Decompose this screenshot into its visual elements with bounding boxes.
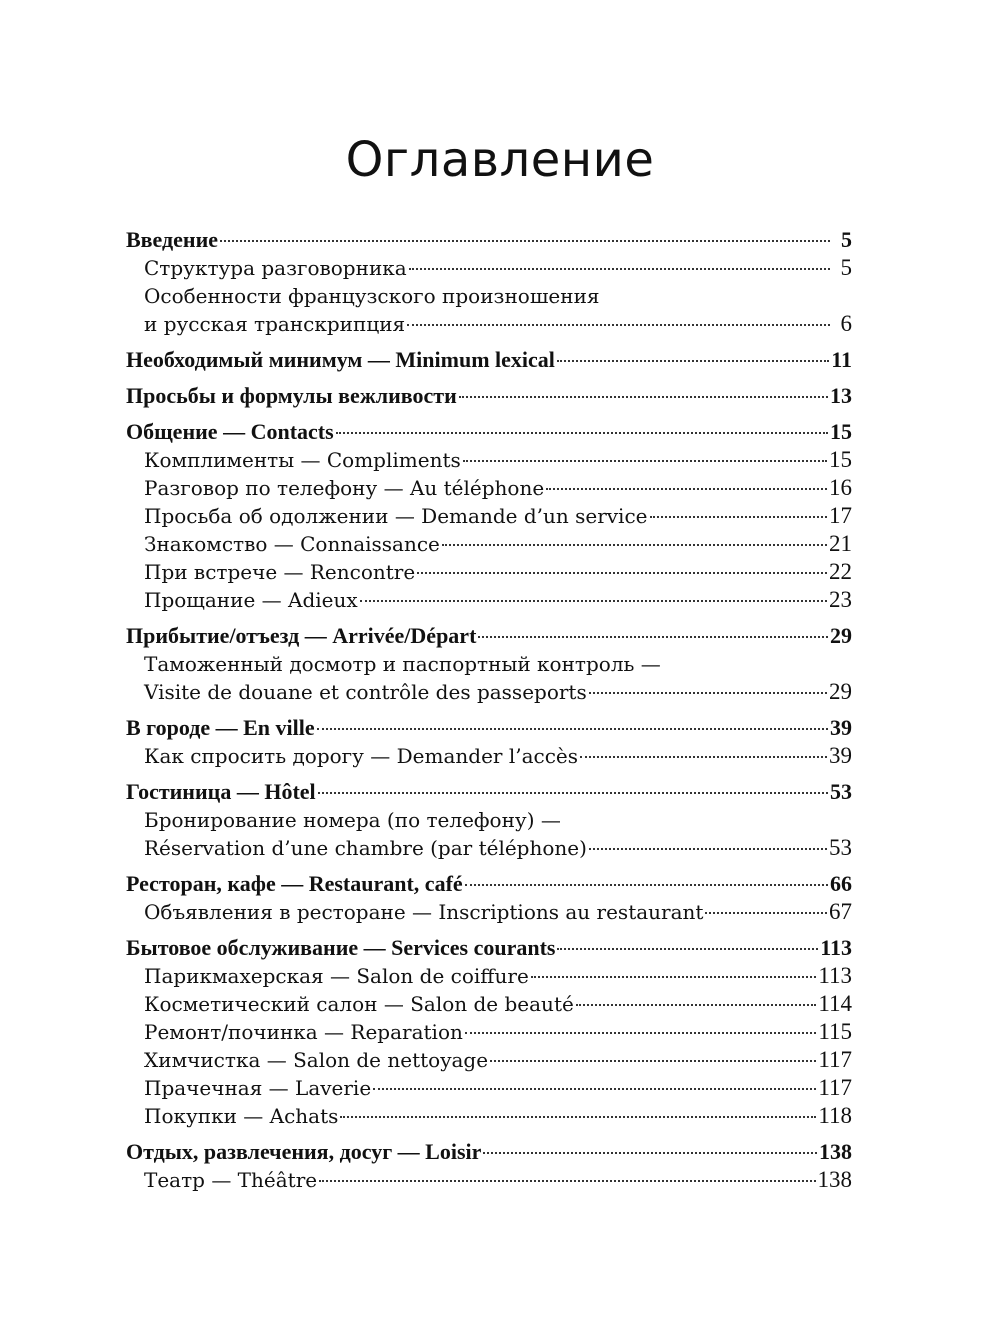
toc-entry-title: При встрече — Rencontre (144, 560, 416, 584)
dot-leader (373, 1088, 816, 1090)
toc-heading-entry[interactable] (126, 382, 852, 410)
toc-sub-entry[interactable] (126, 310, 852, 338)
toc-page-number: 29 (830, 623, 852, 648)
toc-entry-title: Парикмахерская — Salon de coiffure (144, 964, 529, 988)
toc-section (126, 870, 852, 926)
toc-entry-title: Просьбы и формулы вежливости (126, 383, 457, 408)
toc-sub-entry[interactable] (126, 502, 852, 530)
toc-page-number: 118 (818, 1103, 852, 1128)
toc-page-number: 113 (818, 963, 852, 988)
toc-page-number: 15 (830, 419, 852, 444)
toc-sub-entry[interactable] (126, 1102, 852, 1130)
toc-section (126, 418, 852, 614)
toc-sub-entry[interactable] (126, 558, 852, 586)
toc-page-number: 66 (830, 871, 852, 896)
dot-leader (589, 848, 827, 850)
dot-leader (546, 488, 827, 490)
toc-sub-entry[interactable] (126, 282, 852, 310)
toc-heading-entry[interactable] (126, 1138, 852, 1166)
toc-entry-title: Химчистка — Salon de nettoyage (144, 1048, 489, 1072)
toc-page-number: 117 (818, 1075, 852, 1100)
toc-page-number: 17 (829, 503, 852, 528)
toc-page-number: 39 (830, 715, 852, 740)
toc-sub-entry[interactable] (126, 1166, 852, 1194)
toc-page-number: 29 (829, 679, 852, 704)
dot-leader (557, 360, 829, 362)
dot-leader (478, 636, 828, 638)
toc-sub-entry[interactable] (126, 1074, 852, 1102)
toc-entry-title: Прибытие/отъезд — Arrivée/Départ (126, 623, 477, 648)
toc-section (126, 934, 852, 1130)
toc-entry-title: Visite de douane et contrôle des passeports (144, 680, 587, 704)
toc-entry-title: Просьба об одолжении — Demande d’un service (144, 504, 648, 528)
dot-leader (340, 1116, 816, 1118)
toc-sub-entry[interactable] (126, 678, 852, 706)
toc-sub-entry[interactable] (126, 962, 852, 990)
toc-sub-entry[interactable] (126, 650, 852, 678)
toc-entry-title: Особенности французского произношения (144, 284, 600, 308)
toc-sub-entry[interactable] (126, 446, 852, 474)
toc-entry-title: Прощание — Adieux (144, 588, 358, 612)
toc-entry-title: Как спросить дорогу — Demander l’accès (144, 744, 579, 768)
toc-entry-title: Réservation d’une chambre (par téléphone) (144, 836, 587, 860)
dot-leader (490, 1060, 816, 1062)
dot-leader (317, 728, 828, 730)
dot-leader (580, 756, 827, 758)
dot-leader (442, 544, 827, 546)
toc-entry-title: Ремонт/починка — Reparation (144, 1020, 463, 1044)
toc-page-number: 138 (817, 1167, 852, 1192)
toc-section (126, 382, 852, 410)
toc-page-number: 13 (830, 383, 852, 408)
dot-leader (319, 1180, 815, 1182)
dot-leader (360, 600, 827, 602)
toc-page-number: 21 (829, 531, 852, 556)
dot-leader (557, 948, 818, 950)
dot-leader (531, 976, 817, 978)
toc-page-number: 67 (829, 899, 852, 924)
toc-entry-title: Таможенный досмотр и паспортный контроль — (144, 652, 661, 676)
toc-heading-entry[interactable] (126, 622, 852, 650)
toc-entry-title: Общение — Contacts (126, 419, 334, 444)
toc-page-number: 15 (829, 447, 852, 472)
dot-leader (705, 912, 827, 914)
toc-page-number: 114 (818, 991, 852, 1016)
toc-heading-entry[interactable] (126, 714, 852, 742)
toc-sub-entry[interactable] (126, 474, 852, 502)
toc-heading-entry[interactable] (126, 418, 852, 446)
toc-heading-entry[interactable] (126, 870, 852, 898)
dot-leader (409, 268, 830, 270)
toc-entry-title: и русская транскрипция (144, 312, 406, 336)
toc-entry-title: Отдых, развлечения, досуг — Loisir (126, 1139, 482, 1164)
toc-entry-title: Гостиница — Hôtel (126, 779, 316, 804)
toc-entry-title: Введение (126, 227, 219, 252)
toc-page-number: 53 (829, 835, 852, 860)
toc-section (126, 714, 852, 770)
toc-page-number: 117 (818, 1047, 852, 1072)
toc-sub-entry[interactable] (126, 742, 852, 770)
toc-page-number: 39 (829, 743, 852, 768)
toc-sub-entry[interactable] (126, 898, 852, 926)
toc-entry-title: Ресторан, кафе — Restaurant, café (126, 871, 463, 896)
dot-leader (220, 240, 830, 242)
toc-sub-entry[interactable] (126, 254, 852, 282)
toc-page-number: 16 (829, 475, 852, 500)
dot-leader (407, 324, 830, 326)
dot-leader (650, 516, 828, 518)
dot-leader (465, 1032, 816, 1034)
toc-page-number: 53 (830, 779, 852, 804)
dot-leader (318, 792, 828, 794)
dot-leader (417, 572, 827, 574)
toc-heading-entry[interactable] (126, 346, 852, 374)
dot-leader (576, 1004, 817, 1006)
toc-entry-title: Театр — Théâtre (144, 1168, 318, 1192)
toc-page-number: 138 (819, 1139, 852, 1164)
toc-sub-entry[interactable] (126, 990, 852, 1018)
toc-entry-title: Косметический салон — Salon de beauté (144, 992, 574, 1016)
dot-leader (459, 396, 828, 398)
toc-heading-entry[interactable] (126, 226, 852, 254)
page-title: Оглавление (345, 132, 655, 188)
toc-sub-entry[interactable] (126, 1046, 852, 1074)
toc-page-number: 5 (841, 227, 852, 252)
toc-page-number: 11 (831, 347, 852, 372)
toc-entry-title: Необходимый минимум — Minimum lexical (126, 347, 555, 372)
toc-page-number: 6 (840, 311, 852, 336)
dot-leader (336, 432, 828, 434)
toc-entry-title: Бронирование номера (по телефону) — (144, 808, 561, 832)
toc-entry-title: Знакомство — Connaissance (144, 532, 440, 556)
toc-entry-title: Бытовое обслуживание — Services courants (126, 935, 556, 960)
table-of-contents (126, 226, 852, 1202)
dot-leader (483, 1152, 817, 1154)
toc-entry-title: Объявления в ресторане — Inscriptions au restaurant (144, 900, 704, 924)
toc-entry-title: Структура разговорника (144, 256, 407, 280)
toc-page-number: 113 (820, 935, 852, 960)
toc-page-number: 22 (829, 559, 852, 584)
toc-section (126, 346, 852, 374)
toc-heading-entry[interactable] (126, 778, 852, 806)
toc-page-number: 5 (840, 255, 852, 280)
toc-sub-entry[interactable] (126, 806, 852, 834)
toc-sub-entry[interactable] (126, 586, 852, 614)
toc-entry-title: Прачечная — Laverie (144, 1076, 372, 1100)
dot-leader (465, 884, 828, 886)
toc-section (126, 226, 852, 338)
toc-entry-title: Комплименты — Compliments (144, 448, 461, 472)
toc-section (126, 1138, 852, 1194)
toc-page-number: 23 (829, 587, 852, 612)
toc-entry-title: Покупки — Achats (144, 1104, 339, 1128)
toc-heading-entry[interactable] (126, 934, 852, 962)
toc-sub-entry[interactable] (126, 1018, 852, 1046)
dot-leader (589, 692, 827, 694)
toc-page-number: 115 (818, 1019, 852, 1044)
dot-leader (463, 460, 827, 462)
toc-section (126, 778, 852, 862)
toc-sub-entry[interactable] (126, 834, 852, 862)
toc-entry-title: Разговор по телефону — Au téléphone (144, 476, 545, 500)
toc-sub-entry[interactable] (126, 530, 852, 558)
toc-section (126, 622, 852, 706)
toc-entry-title: В городе — En ville (126, 715, 315, 740)
